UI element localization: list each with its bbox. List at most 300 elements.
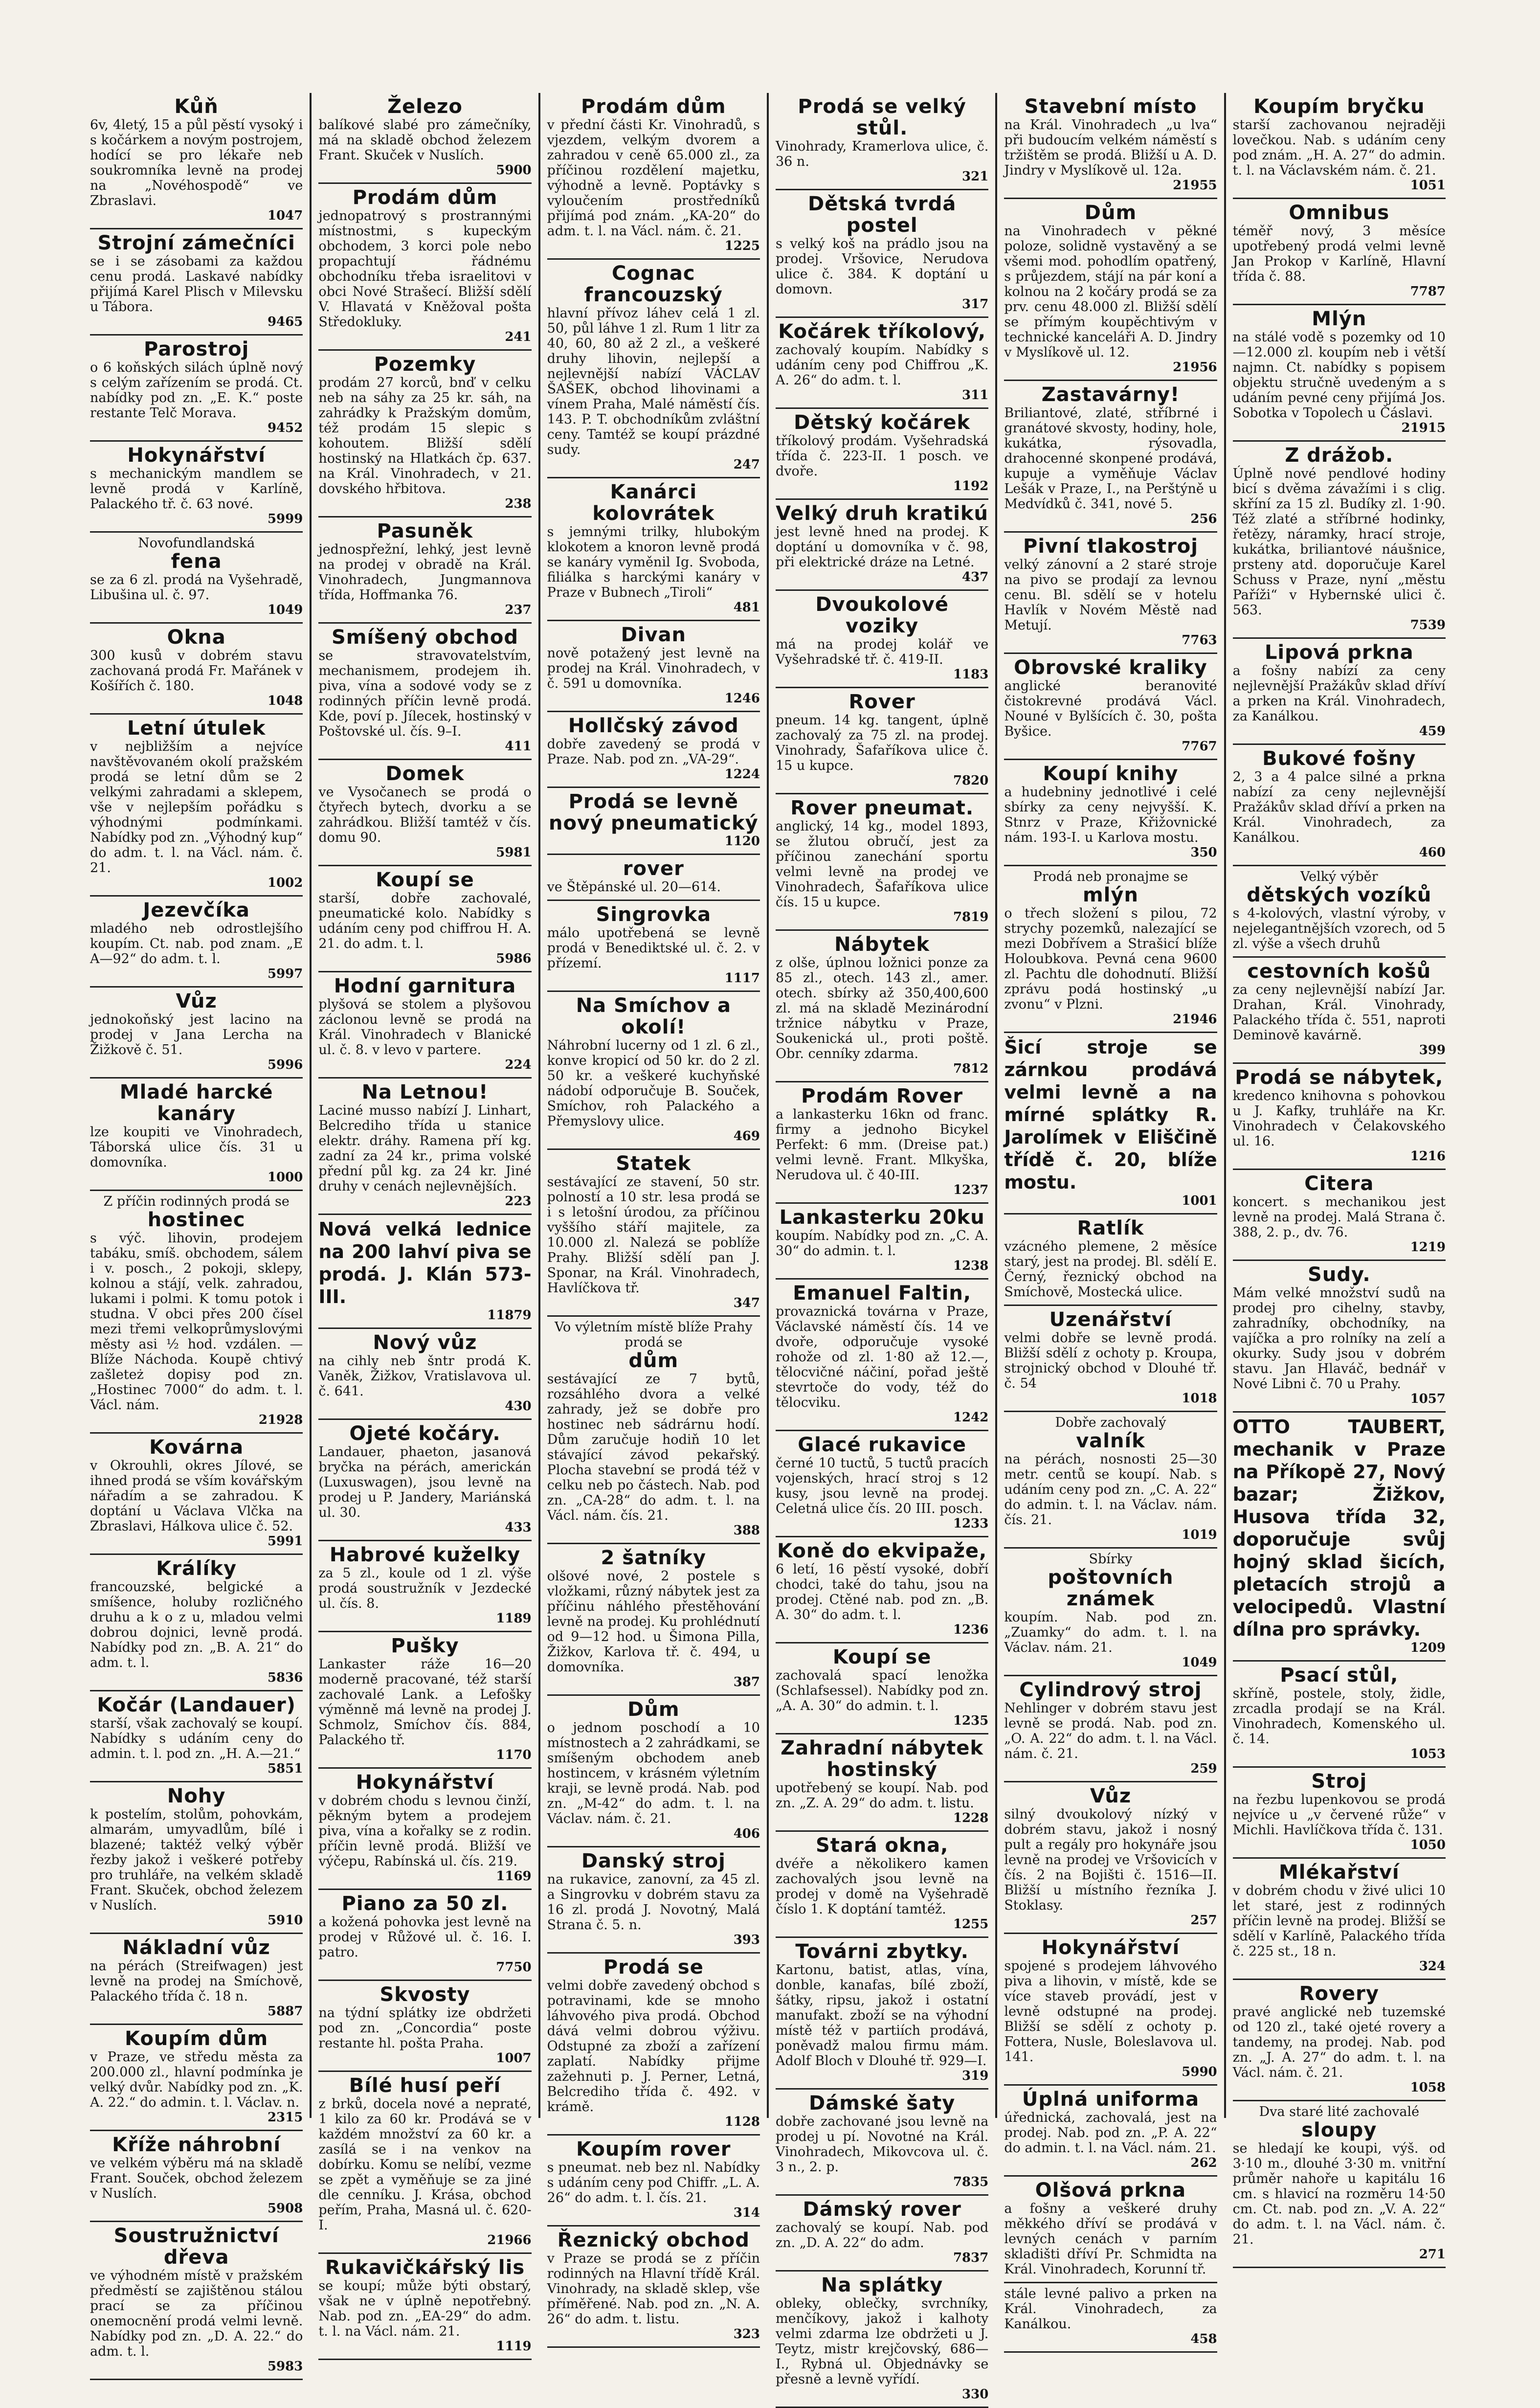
ad-heading: rover bbox=[623, 857, 684, 880]
classified-ad bbox=[90, 1782, 303, 1934]
ad-number: 1246 bbox=[724, 691, 760, 706]
classified-ad bbox=[776, 688, 988, 794]
ad-body: 6v, 4letý, 15 a půl pěstí vysoký i s kočárkem a novým postrojem, hodící se pro lékaře neb soukromníka levně na prodej na „Novéhospodě“ ve Zbraslavi. bbox=[90, 117, 303, 208]
classified-ad bbox=[1004, 2086, 1217, 2177]
ad-heading: Okna bbox=[167, 626, 226, 649]
classified-ad bbox=[1004, 1782, 1217, 1934]
ad-body: se i se zásobami za každou cenu prodá. Laskavé nabídky přijímá Karel Plisch v Milevsku u Tábora. bbox=[90, 254, 303, 315]
ad-number: 406 bbox=[733, 1826, 760, 1841]
ad-heading: Kočár (Landauer) bbox=[97, 1694, 296, 1716]
classified-ad bbox=[1233, 1859, 1446, 1980]
ad-body: Mám velké množství sudů na prodej pro cihelny, stavby, zahradníky, obchodníky, na vajíčka a pro rolníky na zelí a okurky. Sudy jsou v dobrém stavu. Jan Hlaváč, bednář v Nové Libni č. 70 u Prahy. bbox=[1232, 1285, 1446, 1392]
ad-heading: Jezevčíka bbox=[143, 899, 250, 922]
classified-ad bbox=[1004, 2177, 1217, 2283]
ad-heading: Továrni zbytky. bbox=[795, 1940, 969, 1963]
ad-number: 21955 bbox=[1173, 178, 1217, 193]
classified-ad bbox=[318, 760, 531, 866]
ad-heading: Koně do ekvipaže, bbox=[777, 1540, 987, 1562]
classified-ad bbox=[1233, 1170, 1446, 1261]
classified-ad bbox=[547, 788, 760, 855]
ad-number: 271 bbox=[1419, 2247, 1446, 2262]
ad-number: 319 bbox=[962, 2069, 989, 2083]
ad-heading: Prodá se velký stůl. bbox=[798, 95, 966, 139]
ad-number: 7819 bbox=[953, 910, 989, 924]
classified-ad bbox=[547, 260, 760, 478]
ad-number: 393 bbox=[733, 1933, 760, 1947]
ad-number: 469 bbox=[733, 1129, 760, 1144]
ad-body: Landauer, phaeton, jasanová bryčka na pérách, americkán (Luxuswagen), jsou levně na prodej u P. Jandery, Mariánská ul. 30. bbox=[318, 1444, 532, 1520]
classified-ad bbox=[90, 715, 303, 897]
ad-number: 1053 bbox=[1410, 1747, 1446, 1761]
ad-heading: Soustružnictví dřeva bbox=[113, 2225, 279, 2269]
ad-preheading: Vo výletním místě blíže Prahy prodá se bbox=[554, 1320, 753, 1350]
classified-ad bbox=[90, 624, 303, 715]
ad-heading: Hodní garnitura bbox=[334, 975, 516, 997]
ad-body: s výč. lihovin, prodejem tabáku, smíš. obchodem, sálem i v. posch., 2 pokoji, sklepy, kolnou a stájí, velk. zahradou, lukami i polmi. K tomu potok i studna. V obci přes 200 čísel mezi třemi velkoprůmyslovými městy asi ½ hod. vzdálen. — Blíže Náchoda. Koupě chtivý zašleteż dopisy pod zn. „Hostinec 7000“ do adm. t. l. Václ. nám. bbox=[90, 1231, 303, 1413]
ad-body: na Vinohradech v pěkné poloze, solidně vystavěný a se všemi mod. pohodlím opatřený, s průjezdem, stájí na pár koní a kolnou na 2 kočáry prodá se za prv. cenu 48.000 zl. Bližší sdělí se přímým koupěchtivým v technické kanceláři A. D. Jindry v Myslíkově ul. 12. bbox=[1004, 224, 1217, 360]
ad-body: starší, dobře zachovalé, pneumatické kolo. Nabídky s udáním ceny pod chiffrou H. A. 21. do adm. t. l. bbox=[318, 891, 532, 951]
classified-ad bbox=[90, 93, 303, 229]
ad-body: olšové nové, 2 postele s vložkami, různý nábytek jest za příčinu náhlého přestěhování levně na prodej. Ku prohlédnutí od 9—12 hod. u Šimona Pilla, Žižkov, Karlova tř. č. 494, u domovníka. bbox=[547, 1569, 760, 1675]
ad-body: koncert. s mechanikou jest levně na prodej. Malá Strana č. 388, 2. p., dv. 76. bbox=[1232, 1194, 1446, 1240]
classified-ad bbox=[1004, 2283, 1217, 2353]
ad-number: 7787 bbox=[1410, 284, 1446, 299]
ad-body: ve velkém výběru má na skladě Frant. Souček, obchod železem v Nuslích. bbox=[90, 2156, 303, 2201]
ad-heading: Prodám dům bbox=[352, 186, 498, 209]
ad-body: v přední části Kr. Vinohradů, s vjezdem, velkým dvorem a zahradou v ceně 65.000 zl., za příčinou rozdělení majetku, výhodně a levně. Poptávky s vyloučením prostředníků přijímá pod znám. „KA-20“ do adm. t. l. na Václ. nám. č. 21. bbox=[547, 117, 760, 239]
classified-ad bbox=[318, 866, 531, 972]
ad-body: jest levně hned na prodej. K doptání u domovníka v č. 98, při elektrické dráze na Letné. bbox=[775, 524, 989, 570]
classified-ad bbox=[547, 2136, 760, 2227]
classified-ad bbox=[547, 1544, 760, 1696]
classified-ad bbox=[318, 518, 531, 624]
ad-number: 433 bbox=[505, 1520, 532, 1535]
classified-ad bbox=[90, 533, 303, 624]
ad-body: Nehlinger v dobrém stavu jest levně se prodá. Nab. pod zn. „O. A. 22“ do adm. t. l. na Václ. nám. č. 21. bbox=[1004, 1701, 1217, 1761]
ad-heading: Letní útulek bbox=[127, 717, 266, 740]
ad-heading: poštovních známek bbox=[1048, 1566, 1174, 1610]
ad-body: na stálé vodě s pozemky od 10—12.000 zl. koupím neb i větší najmn. Ct. nabídky s popisem objektu stručně uvedeným a s udáním pevné ceny přijímá Jos. Sobotka v Topolech u Čáslavi. bbox=[1232, 330, 1446, 421]
ad-preheading: Sbírky bbox=[1089, 1552, 1133, 1567]
ad-number: 1233 bbox=[953, 1516, 989, 1531]
ad-heading: Koupí se bbox=[376, 869, 474, 891]
classified-ad bbox=[547, 478, 760, 621]
ad-body: na týdní splátky ize obdržeti pod zn. „Concordia“ poste restante hl. pošta Praha. bbox=[318, 2005, 532, 2051]
classified-ad bbox=[1004, 533, 1217, 654]
classified-ad bbox=[547, 1150, 760, 1317]
classified-ad bbox=[776, 1204, 988, 1280]
ad-heading: Dětská tvrdá postel bbox=[807, 193, 957, 237]
ad-heading: Prodá se levně nový pneumatický bbox=[549, 790, 759, 834]
ad-body: se hledají ke koupi, výš. od 3·10 m., dlouhé 3·30 m. vnitřní průměr nahoře u kapitálu 16 cm. s hlavicí na rozměru 14·50 cm. Ct. nab. pod zn. „V. A. 22“ do adm. t. l. na Václ. nám. č. 21. bbox=[1232, 2141, 1446, 2247]
ad-body: ve Vysočanech se prodá o čtyřech bytech, dvorku a se zahrádkou. Bližší tamtéž v čís. domu 90. bbox=[318, 785, 532, 845]
ad-body: s jemnými trilky, hlubokým klokotem a knoron levně prodá se kanáry vyměnil Ig. Svoboda, filiálka s harckými kanáry v Praze v Bubnech „Tiroli“ bbox=[547, 524, 760, 600]
ad-body: starší, však zachovalý se koupí. Nabídky s udáním ceny do admin. t. l. pod zn. „H. A.—21.“ bbox=[90, 1716, 303, 1761]
classified-ad bbox=[318, 1890, 531, 1981]
classified-ad bbox=[1004, 1549, 1217, 1676]
ad-number: 1216 bbox=[1410, 1149, 1446, 1164]
classified-ad bbox=[90, 2025, 303, 2131]
classified-ad bbox=[776, 1537, 988, 1643]
ad-number: 9465 bbox=[267, 315, 303, 329]
ad-number: 411 bbox=[505, 739, 532, 754]
classified-ad bbox=[776, 93, 988, 190]
ad-heading: OTTO TAUBERT, mechanik v Praze na Příkopě 27, Nový bazar; Žižkov, Husova třída 32, doporučuje svůj hojný sklad šicích, pletacích strojů a velocipedů. Vlastní dílna pro správky. bbox=[1232, 1416, 1446, 1640]
ad-heading: Kříže náhrobní bbox=[112, 2134, 281, 2156]
ad-heading: Šicí stroje se zárnkou prodává velmi levně a na mírné splátky R. Jarolímek v Eliščině třídě č. 20, blíže mostu. bbox=[1004, 1036, 1217, 1193]
ad-body: kredenco knihovna s pohovkou u J. Kafky, truhláře na Kr. Vinohradech v Čelakovského ul. 16. bbox=[1232, 1088, 1446, 1149]
ad-number: 2315 bbox=[267, 2110, 303, 2125]
ad-heading: Hokynářství bbox=[127, 444, 266, 467]
ad-body: v dobrém chodu v živé ulici 10 let staré, jest z rodinných příčin levně na prodej. Bližší se sdělí v Karlíně, Palackého třída č. 225 st., 18 n. bbox=[1232, 1883, 1446, 1959]
ad-heading: Z drážob. bbox=[1285, 444, 1394, 467]
ad-body: 2, 3 a 4 palce silné a prkna nabízí za ceny nejlevnější Pražákův sklad dříví a prken na Král. Vinohradech, za Kanálkou. bbox=[1232, 769, 1446, 845]
ad-heading: Smíšený obchod bbox=[331, 626, 518, 649]
ad-heading: 2 šatníky bbox=[601, 1547, 707, 1569]
ad-body: velký zánovní a 2 staré stroje na pivo se prodají za levnou cenu. Bl. sdělí se v hotelu Havlík v Novém Městě nad Metují. bbox=[1004, 557, 1217, 633]
ad-body: s 4-kolových, vlastní výroby, v nejelegantnějších vzorech, od 5 zl. výše a všech druhů bbox=[1232, 906, 1446, 951]
ad-preheading: Dva staré lité zachovalé bbox=[1259, 2104, 1420, 2119]
ad-heading: Sudy. bbox=[1308, 1263, 1371, 1286]
ad-number: 1255 bbox=[953, 1917, 989, 1932]
ad-number: 1236 bbox=[953, 1622, 989, 1637]
classified-ad bbox=[318, 1215, 531, 1329]
ad-body: ve výhodném místě v pražském předměstí se zajištěnou stálou prací se za příčinou onemocnění prodá velmi levně. Nabídky pod zn. „D. A. 22.“ do adm. t. l. bbox=[90, 2268, 303, 2359]
column-6 bbox=[1226, 93, 1452, 2262]
ad-body: skříně, postele, stoly, židle, zrcadla prodají se na Král. Vinohradech, Komenského ul. č. 14. bbox=[1232, 1686, 1446, 1747]
ad-heading: Skvosty bbox=[379, 1983, 470, 2006]
ad-body: na cihly neb šntr prodá K. Vaněk, Žižkov, Vratislavova ul. č. 641. bbox=[318, 1353, 532, 1399]
ad-number: 1049 bbox=[1182, 1655, 1217, 1670]
ad-body: silný dvoukolový nízký v dobrém stavu, jakož i nosný pult a regály pro hokynáře jsou levně na prodej ve Vršovicích v čís. 2 na Bojišti č. 1516—II. Bližší u místního řezníka J. Stoklasy. bbox=[1004, 1807, 1217, 1913]
ad-heading: Prodám dům bbox=[581, 95, 726, 118]
ad-number: 1057 bbox=[1410, 1392, 1446, 1406]
ad-heading: Nová velká lednice na 200 lahví piva se prodá. J. Klán 573-III. bbox=[318, 1218, 532, 1307]
classified-ad bbox=[547, 992, 760, 1150]
ad-number: 7837 bbox=[953, 2250, 989, 2265]
ad-number: 5999 bbox=[267, 512, 303, 526]
ad-body: o třech složení s pilou, 72 strychy pozemků, nalezající se mezi Dobřívem a Strašicí blíže Holoubkova. Pevná cena 9600 zl. Pachtu dle dohodnutí. Bližší zprávu podá hostinský „u zvonu“ v Plzni. bbox=[1004, 906, 1217, 1012]
classified-ad bbox=[776, 1082, 988, 1204]
ad-body: a fošny nabízí za ceny nejlevnější Pražákův sklad dříví a prken na Král. Vinohradech, za Kanálkou. bbox=[1232, 663, 1446, 724]
ad-body: Náhrobní lucerny od 1 zl. 6 zl., konve kropicí od 50 kr. do 2 zl. 50 kr. a veškeré kuchyňské nádobí odporučuje B. Souček, Smíchov, roh Palackého a Přemyslovy ulice. bbox=[547, 1038, 760, 1129]
ad-heading: Koupím bryčku bbox=[1253, 95, 1425, 118]
ad-heading: Na splátky bbox=[821, 2274, 943, 2296]
ad-number: 460 bbox=[1419, 845, 1446, 860]
ad-number: 1000 bbox=[267, 1170, 303, 1185]
ad-body: a kožená pohovka jest levně na prodej v Růžové ul. č. 16. I. patro. bbox=[318, 1914, 532, 1960]
ad-body: francouzské, belgické a smíšence, holuby rozličného druhu a k o z u, mladou velmi dobrou dojnici, levně prodá. Nabídky pod zn. „B. A. 21“ do adm. t. l. bbox=[90, 1579, 303, 1670]
ad-heading: fena bbox=[171, 550, 222, 573]
classified-ad bbox=[90, 1079, 303, 1191]
classified-ad bbox=[776, 2272, 988, 2408]
classified-ad bbox=[776, 190, 988, 318]
ad-number: 1237 bbox=[953, 1183, 989, 1197]
ad-number: 241 bbox=[505, 330, 532, 344]
ad-number: 7767 bbox=[1182, 739, 1217, 754]
ad-preheading: Dobře zachovalý bbox=[1055, 1415, 1166, 1430]
classified-ad bbox=[776, 1734, 988, 1832]
ad-number: 262 bbox=[1190, 2156, 1217, 2170]
column-4 bbox=[769, 93, 997, 2402]
ad-body: provaznická továrna v Praze, Václavské náměstí čís. 14 ve dvoře, odporučuje vysoké rohože od zl. 1·80 až 12.—, tělocvičné náčiní, pořad ještě stevrtoče do vody, též do tělocviku. bbox=[775, 1304, 989, 1410]
ad-number: 223 bbox=[505, 1194, 532, 1209]
classified-ad bbox=[1233, 745, 1446, 866]
ad-heading: Ratlík bbox=[1077, 1217, 1144, 1239]
classified-ad bbox=[547, 2227, 760, 2348]
classified-ad bbox=[90, 1555, 303, 1691]
ad-body: tříkolový prodám. Vyšehradská třída č. 223-II. 1 posch. ve dvoře. bbox=[775, 433, 989, 479]
ad-number: 257 bbox=[1190, 1913, 1217, 1928]
ad-body: na rukavice, zanovní, za 45 zl. a Singrovku v dobrém stavu za 16 zl. prodá J. Novotný, Malá Strana č. 5. n. bbox=[547, 1872, 760, 1933]
ad-body: lze koupiti ve Vinohradech, Táborská ulice čís. 31 u domovníka. bbox=[90, 1125, 303, 1170]
ad-heading: Rukavičkářský lis bbox=[325, 2256, 525, 2279]
ad-heading: Stavební místo bbox=[1024, 95, 1197, 118]
classified-ad bbox=[776, 1643, 988, 1734]
ad-body: pravé anglické neb tuzemské od 120 zl., také ojeté rovery a tandemy, na prodej. Nab. pod zn. „J. A. 27“ do adm. t. l. na Václ. nám. č. 21. bbox=[1232, 2004, 1446, 2080]
ad-preheading: Novofundlandská bbox=[138, 536, 255, 551]
ad-body: se koupí; může býti obstarý, však ne v úplně nepotřebný. Nab. pod zn. „EA-29“ do adm. t. l. na Václ. nám. 21. bbox=[318, 2278, 532, 2339]
ad-heading: Nábytek bbox=[834, 933, 930, 956]
classified-ad bbox=[1233, 442, 1446, 639]
classified-ad bbox=[547, 712, 760, 788]
ad-number: 317 bbox=[962, 297, 989, 312]
ad-heading: Rover bbox=[848, 691, 915, 713]
ad-heading: Dětský kočárek bbox=[794, 411, 971, 434]
classified-ad bbox=[776, 931, 988, 1082]
ad-number: 1238 bbox=[953, 1259, 989, 1273]
ad-body: zachovalý se koupí. Nab. pod zn. „D. A. 22“ do adm. bbox=[775, 2220, 989, 2250]
ad-number: 459 bbox=[1419, 724, 1446, 739]
ad-number: 5991 bbox=[267, 1534, 303, 1549]
ad-number: 458 bbox=[1190, 2332, 1217, 2346]
ad-heading: Parostroj bbox=[144, 338, 249, 360]
classified-ad bbox=[1233, 1768, 1446, 1859]
ad-body: jednokoňský jest lacino na prodej v Jana Lercha na Žižkově č. 51. bbox=[90, 1012, 303, 1058]
ad-heading: Uzenářství bbox=[1049, 1308, 1172, 1331]
ad-number: 1051 bbox=[1410, 178, 1446, 193]
ad-heading: Mlékařství bbox=[1278, 1861, 1400, 1884]
ad-heading: Rover pneumat. bbox=[790, 797, 974, 819]
classified-ad bbox=[90, 229, 303, 336]
ad-number: 21956 bbox=[1173, 360, 1217, 375]
ad-preheading: Z příčin rodinných prodá se bbox=[103, 1194, 290, 1209]
ad-body: v Praze, ve středu města za 200.000 zl., hlavní podmínka je velký dvůr. Nabídky pod zn. „K. A. 22.“ do admin. t. l. Václav. n. bbox=[90, 2049, 303, 2110]
ad-body: Úplně nové pendlové hodiny bicí s dvěma závažími i s clig. skříní za 15 zl. Budíky zl. 1·90. Též zlaté a stříbrné hodinky, řetězy, náramky, hrací stroje, kukátka, briliantové náušnice, prsteny atd. doporučuje Karel Schuss v Praze, nyní „městu Paříži“ v Hybernské ulici č. 563. bbox=[1232, 466, 1446, 618]
ad-number: 481 bbox=[733, 600, 760, 615]
ad-number: 1189 bbox=[496, 1611, 532, 1626]
ad-body: za ceny nejlevnější nabízí Jar. Drahan, Král. Vinohrady, Palackého třída č. 551, naproti Deminově kavárně. bbox=[1232, 982, 1446, 1043]
ad-number: 5910 bbox=[267, 1913, 303, 1928]
classified-ad bbox=[90, 2131, 303, 2222]
classified-ad bbox=[1004, 1412, 1217, 1549]
ad-heading: Stará okna, bbox=[815, 1834, 949, 1857]
classified-ad bbox=[1233, 1980, 1446, 2101]
classified-ad bbox=[776, 794, 988, 931]
ad-heading: Dům bbox=[1084, 202, 1137, 224]
ad-number: 314 bbox=[733, 2205, 760, 2220]
ad-body: s velký koš na prádlo jsou na prodej. Vršovice, Nerudova ulice č. 384. K doptání u domovn. bbox=[775, 236, 989, 297]
classified-ad bbox=[318, 972, 531, 1079]
ad-body: koupím. Nabídky pod zn. „C. A. 30“ do admin. t. l. bbox=[775, 1228, 989, 1259]
ad-body: Laciné musso nabízí J. Linhart, Belcrediho třída u stanice elektr. dráhy. Ramena pří kg. zadní za 24 kr., prima volské přední půl kg. za 24 kr. Jiné druhy v cenách nejlevnějších. bbox=[318, 1103, 532, 1194]
column-5 bbox=[997, 93, 1226, 2346]
ad-body: se za 6 zl. prodá na Vyšehradě, Libušina ul. č. 97. bbox=[90, 572, 303, 603]
ad-heading: Omnibus bbox=[1289, 202, 1390, 224]
ad-heading: Piano za 50 zl. bbox=[341, 1892, 509, 1915]
ad-number: 1002 bbox=[267, 876, 303, 890]
ad-number: 5997 bbox=[267, 967, 303, 981]
ad-number: 5983 bbox=[267, 2359, 303, 2374]
ad-number: 7835 bbox=[953, 2175, 989, 2189]
ad-body: jednopatrový s prostrannými místnostmi, s kupeckým obchodem, 3 korci pole nebo propachtují řádnému obchodníku třeba israelitovi v obci Nové Strašecí. Bližší sdělí V. Hlavatá v Kněžoval pošta Středokluky. bbox=[318, 208, 532, 330]
ad-heading: Lankasterku 20ku bbox=[779, 1206, 985, 1229]
ad-heading: Kočárek tříkolový, bbox=[778, 320, 986, 343]
classified-ad bbox=[776, 1431, 988, 1537]
classified-ad bbox=[776, 591, 988, 688]
classified-ad bbox=[547, 1954, 760, 2136]
classified-ad bbox=[90, 336, 303, 442]
ad-body: ve Štěpánské ul. 20—614. bbox=[547, 879, 721, 895]
classified-ad bbox=[547, 901, 760, 992]
classified-ad bbox=[547, 621, 760, 712]
ad-body: se stravovatelstvím, mechanismem, prodejem ih. piva, vína a sodové vody se z rodinných příčin levně prodá. Kde, poví p. Jílecek, hostinský v Poštovské ul. čís. 9–I. bbox=[318, 648, 532, 739]
ad-body: černé 10 tuctů, 5 tuctů pracích vojenských, hrací stroj s 12 kusy, jsou levně na prodej. Celetná ulice čís. 20 III. posch. bbox=[775, 1456, 989, 1516]
classified-ad bbox=[318, 351, 531, 518]
ad-heading: cestovních košů bbox=[1247, 960, 1431, 983]
ad-number: 238 bbox=[505, 496, 532, 511]
ad-heading: Prodá se nábytek, bbox=[1235, 1066, 1444, 1089]
classified-ad bbox=[776, 500, 988, 591]
ad-number: 1019 bbox=[1182, 1528, 1217, 1542]
ad-number: 350 bbox=[1190, 845, 1217, 860]
classified-ad bbox=[90, 1691, 303, 1782]
classified-ad bbox=[1233, 2101, 1446, 2268]
ad-number: 21966 bbox=[487, 2233, 532, 2248]
ad-number: 5996 bbox=[267, 1058, 303, 1072]
classified-ad bbox=[1233, 1413, 1446, 1662]
ad-body: k postelím, stolům, pohovkám, almarám, umyvadlům, bílé i blazené; taktéž velký výběr řezby jakož i veškeré potřeby pro truhláře, na velkém skladě Frant. Skuček, obchod železem v Nuslích. bbox=[90, 1807, 303, 1913]
ad-preheading: Velký výběr bbox=[1300, 869, 1378, 884]
classified-ad bbox=[776, 2090, 988, 2196]
ad-heading: Mlýn bbox=[1312, 308, 1367, 330]
classified-ad bbox=[90, 1434, 303, 1555]
ad-body: nově potažený jest levně na prodej na Král. Vinohradech, v č. 591 u domovníka. bbox=[547, 646, 760, 691]
ad-heading: Nový vůz bbox=[373, 1331, 477, 1354]
ad-heading: Koupí se bbox=[832, 1646, 932, 1668]
classified-ad bbox=[547, 1696, 760, 1847]
ad-number: 5908 bbox=[267, 2201, 303, 2216]
ad-number: 7812 bbox=[953, 1061, 989, 1076]
classified-ad bbox=[90, 2222, 303, 2380]
ad-number: 1219 bbox=[1410, 1240, 1446, 1255]
ad-heading: Obrovské kraliky bbox=[1014, 656, 1207, 679]
classified-ad bbox=[318, 184, 531, 351]
ad-body: sestávající ze stavení, 50 str. polností a 10 str. lesa prodá se i s letošní úrodou, za příčinou vyššího stáří majitele, za 10.000 zl. Nalezá se poblíže Prahy. Bližší sdělí pan J. Sponar, na Král. Vinohradech, Havlíčkova tř. bbox=[547, 1174, 760, 1296]
ad-heading: Koupí knihy bbox=[1043, 763, 1179, 785]
ad-body: málo upotřebená se levně prodá v Benediktské ul. č. 2. v přízemí. bbox=[547, 925, 760, 971]
ad-body: s mechanickým mandlem se levně prodá v Karlíně, Palackého tř. č. 63 nové. bbox=[90, 466, 303, 512]
ad-heading: Dům bbox=[627, 1698, 680, 1721]
ad-body: sestávající ze 7 bytů, rozsáhlého dvora a velké zahrady, jež se dobře pro hostinec neb sádrárnu hodí. Dům zaručuje hodiň 10 let stávající závod pekařský. Plocha stavební se prodá též v celku neb po částech. Nab. pod zn. „CA-28“ do adm. t. l. na Václ. nám. čís. 21. bbox=[547, 1372, 760, 1523]
ad-body: zachovalý koupím. Nabídky s udáním ceny pod Chiffrou „K. A. 26“ do adm. t. l. bbox=[775, 342, 989, 388]
ad-number: 1001 bbox=[1182, 1193, 1217, 1208]
ad-body: úřednická, zachovalá, jest na prodej. Nab. pod zn. „P. A. 22“ do admin. t. l. na Václ. nám. 21. bbox=[1004, 2110, 1217, 2156]
ad-heading: Dámský rover bbox=[803, 2198, 961, 2221]
ad-number: 1117 bbox=[724, 971, 760, 986]
classified-ad bbox=[547, 93, 760, 260]
classified-ad bbox=[776, 2196, 988, 2272]
ad-heading: sloupy bbox=[1301, 2119, 1377, 2141]
classified-ad bbox=[1004, 381, 1217, 533]
ad-body: o 6 koňských silách úplně nový s celým zařízením se prodá. Ct. nabídky pod zn. „E. K.“ poste restante Telč Morava. bbox=[90, 360, 303, 421]
ad-number: 1018 bbox=[1182, 1391, 1217, 1406]
ad-heading: Strojní zámečníci bbox=[97, 232, 295, 254]
ad-body: dobře zavedený se prodá v Praze. Nab. pod zn. „VA-29“. bbox=[547, 737, 760, 767]
ad-body: a lankasterku 16kn od franc. firmy a jednoho Bicykel Perfekt: 6 mm. (Dreise pat.) velmi levně. Frant. Mlkyška, Nerudova ul. č 40-III. bbox=[775, 1107, 989, 1183]
ad-heading: Pušky bbox=[391, 1635, 459, 1657]
classified-ad bbox=[1004, 1934, 1217, 2086]
classified-ad bbox=[1004, 199, 1217, 381]
ad-heading: Zahradní nábytek hostinský bbox=[781, 1737, 984, 1781]
ad-heading: Úplná uniforma bbox=[1022, 2088, 1200, 2111]
ad-body: v nejbližším a nejvíce navštěvovaném okolí pražském prodá se letní dům se 2 velkými zahradami a sklepem, vše v nejlepším pořádku s výhodnými podmínkami. Nabídky pod zn. „Výhodný kup“ do adm. t. l. na Václ. nám. č. 21. bbox=[90, 739, 303, 876]
ad-body: anglický, 14 kg., model 1893, se žlutou obručí, jest za příčinou zanechání sportu velmi levně na prodej ve Vinohradech, Šafaříkova ulice čís. 15 u kupce. bbox=[775, 819, 989, 910]
ad-body: a fošny a veškeré druhy měkkého dříví se prodává v levných cenách v parním skladišti dříví Pr. Schmidta na Král. Vinohradech, Korunní tř. bbox=[1004, 2201, 1217, 2277]
ad-heading: Koupím rover bbox=[576, 2138, 731, 2160]
classified-ad bbox=[318, 93, 531, 184]
ad-heading: Dámské šaty bbox=[809, 2092, 956, 2115]
ad-heading: Hokynářství bbox=[1041, 1936, 1180, 1959]
ad-body: na pérách (Streifwagen) jest levně na prodej na Smíchově, Palackého třída č. 18 n. bbox=[90, 1958, 303, 2004]
ad-number: 1128 bbox=[724, 2115, 760, 2129]
ad-heading: Psací stůl, bbox=[1280, 1664, 1399, 1687]
ad-body: v dobrém chodu s levnou činží, pěkným bytem a prodejem piva, vína a kořalky se z rodin. příčin levně prodá. Bližší ve výčepu, Rabínská ul. čís. 219. bbox=[318, 1793, 532, 1869]
classified-ad bbox=[1004, 1676, 1217, 1782]
classified-ad bbox=[90, 897, 303, 988]
ad-number: 9452 bbox=[267, 421, 303, 435]
ad-body: 6 letí, 16 pěstí vysoké, dobří chodci, také do tahu, jsou na prodej. Ctěné nab. pod zn. „B. A. 30“ do adm. t. l. bbox=[775, 1562, 989, 1622]
ad-number: 1119 bbox=[496, 2339, 532, 2354]
ad-heading: mlýn bbox=[1083, 884, 1138, 906]
ad-body: prodám 27 korců, bnď v celku neb na sáhy za 25 kr. sáh, na zahrádky k Pražským domům, též prodám 15 slepic s kohoutem. Bližší sdělí hostinský na Hlatkách čp. 637. na Král. Vinohradech, v 21. dovského hřbitova. bbox=[318, 375, 532, 496]
ad-body: téměř nový, 3 měsíce upotřebený prodá velmi levně Jan Prokop v Karlíně, Hlavní třída č. 88. bbox=[1232, 224, 1446, 284]
classified-ad bbox=[1233, 93, 1446, 199]
ad-number: 237 bbox=[505, 603, 532, 617]
ad-number: 21915 bbox=[1401, 421, 1446, 435]
classified-ad bbox=[318, 1769, 531, 1890]
ad-body: za 5 zl., koule od 1 zl. výše prodá soustružník v Jezdecké ul. čís. 8. bbox=[318, 1566, 532, 1611]
classified-ad bbox=[1233, 639, 1446, 745]
ad-heading: Nohy bbox=[167, 1785, 226, 1807]
ad-number: 7750 bbox=[496, 1960, 532, 1975]
ad-number: 1120 bbox=[724, 834, 760, 849]
ad-heading: Stroj bbox=[1311, 1770, 1367, 1793]
ad-heading: Mladé harcké kanáry bbox=[119, 1081, 273, 1125]
ad-heading: Řeznický obchod bbox=[557, 2229, 750, 2251]
ad-number: 347 bbox=[733, 1296, 760, 1310]
column-3 bbox=[540, 93, 769, 2341]
ad-heading: Cylindrový stroj bbox=[1019, 1679, 1202, 1701]
ad-body: Briliantové, zlaté, stříbrné i granátové skvosty, hodiny, hole, kukátka, rýsovadla, drahocenné skonpené prodává, kupuje a vyměňuje Václav Lešák v Praze, I., na Perštýně u Medvídků č. 341, nové 5. bbox=[1004, 405, 1217, 512]
ad-body: vzácného plemene, 2 měsíce starý, jest na prodej. Bl. sdělí E. Černý, řeznický obchod na Smíchově, Mostecká ulice. bbox=[1004, 1239, 1217, 1300]
ad-number: 321 bbox=[962, 169, 989, 184]
classified-ad bbox=[547, 1317, 760, 1544]
ad-number: 324 bbox=[1419, 1959, 1446, 1974]
ad-heading: Nákladní vůz bbox=[122, 1936, 270, 1959]
ad-heading: Hollčský závod bbox=[568, 715, 739, 737]
ad-number: 1224 bbox=[724, 767, 760, 782]
